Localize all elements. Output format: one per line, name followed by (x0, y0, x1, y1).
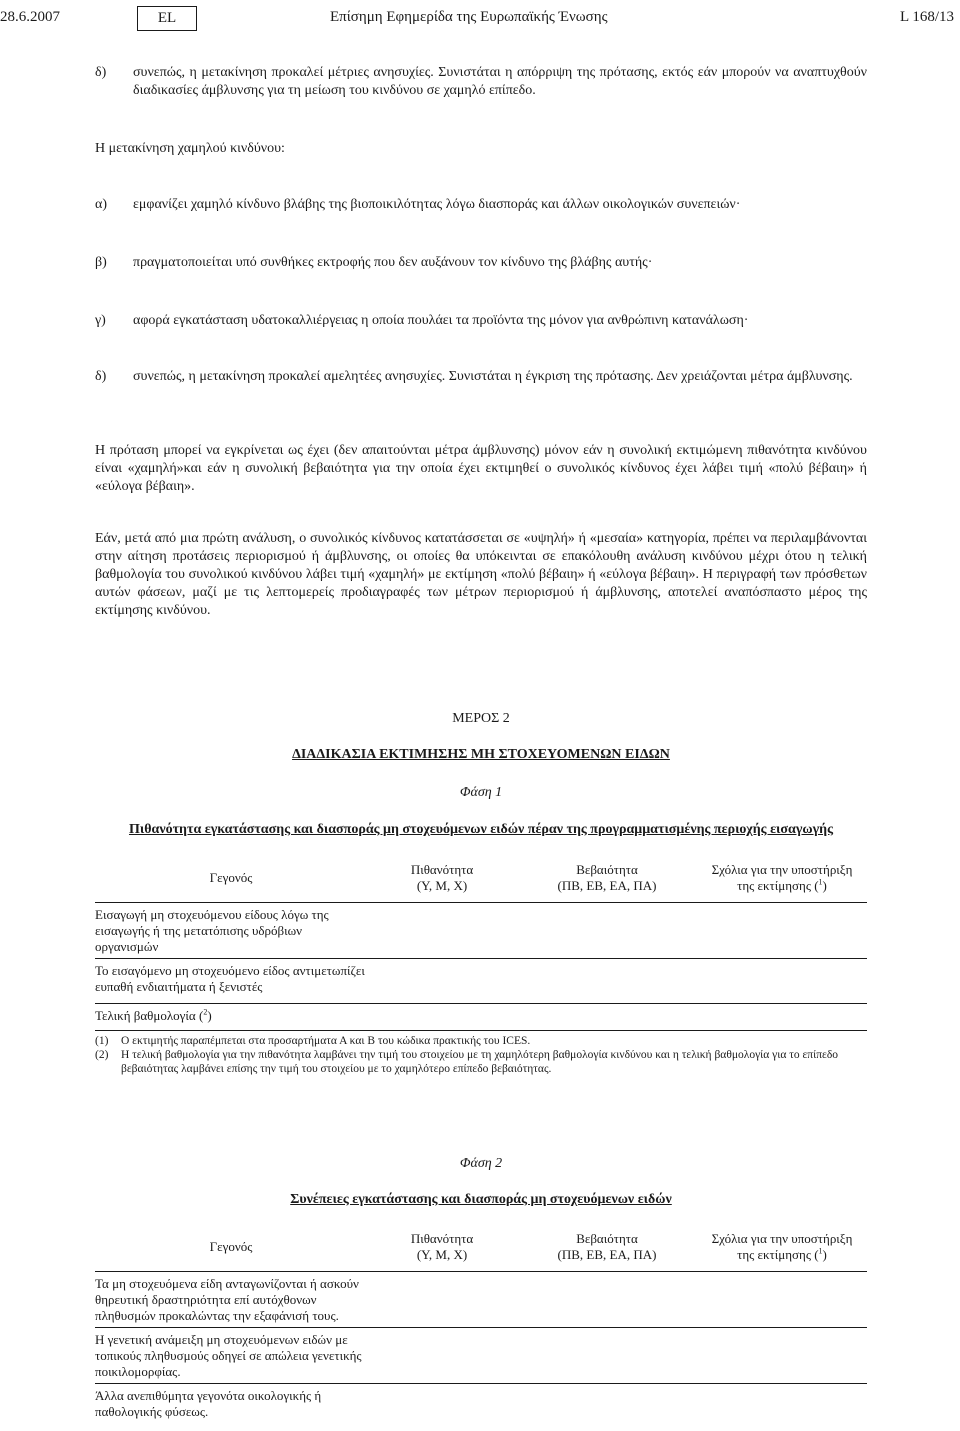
item-label: α) (95, 197, 107, 212)
paragraph: Η πρόταση μπορεί να εγκρίνεται ως έχει (δεν απαιτούνται μέτρα άμβλυνσης) μόνον εάν η συνολική εκτιμώμενη πιθανότητα κινδύνου είναι «χαμηλή»και εάν η συνολική βεβαιότητα για την οποία έχει εκτιμηθεί ο συνολικός κίνδυνος έχει λάβει τιμή «πολύ βέβαιη» ή «εύλογα βέβαιη». (95, 443, 867, 494)
table-row (95, 1272, 867, 1328)
event-cell: Η γενετική ανάμειξη μη στοχευόμενων ειδών με τοπικούς πληθυσμούς οδηγεί σε απώλεια γενετικής ποικιλομορφίας. (95, 1328, 367, 1384)
probability-cell (367, 1328, 517, 1384)
item-text: εμφανίζει χαμηλό κίνδυνο βλάβης της βιοποικιλότητας λόγω διασποράς και άλλων οικολογικών συνεπειών· (133, 197, 741, 212)
list-item (95, 196, 867, 214)
col-event: Γεγονός (95, 858, 367, 903)
comments-cell (697, 1384, 867, 1426)
part-subtitle: ΔΙΑΔΙΚΑΣΙΑ ΕΚΤΙΜΗΣΗΣ ΜΗ ΣΤΟΧΕΥΟΜΕΝΩΝ ΕΙΔΩΝ (292, 747, 670, 762)
item-text: συνεπώς, η μετακίνηση προκαλεί αμελητέες ανησυχίες. Συνιστάται η έγκριση της πρότασης. Δεν χρειάζονται μέτρα άμβλυνσης. (133, 369, 853, 384)
probability-cell (367, 1384, 517, 1426)
comments-cell (697, 1004, 867, 1031)
table-row (95, 1384, 867, 1426)
comments-cell (697, 959, 867, 1004)
table-header-row (95, 858, 867, 903)
event-cell: Τα μη στοχευόμενα είδη ανταγωνίζονται ή ασκούν θηρευτική δραστηριότητα επί αυτόχθονων πληθυσμών προκαλώντας την εξαφάνισή τους. (95, 1272, 367, 1328)
col-probability: Πιθανότητα (Υ, Μ, Χ) (367, 1227, 517, 1272)
table-row (95, 903, 867, 959)
final-score-label: Τελική βαθμολογία ($^2$) (95, 1004, 367, 1031)
certainty-cell (517, 1384, 697, 1426)
phase-1-heading: Πιθανότητα εγκατάστασης και διασποράς μη στοχευόμενων ειδών πέραν της προγραμματισμένης περιοχής εισαγωγής (128, 822, 834, 837)
table-header-row (95, 1227, 867, 1272)
footnote-number: (1) (95, 1035, 109, 1047)
comments-cell (697, 903, 867, 959)
certainty-cell (517, 1328, 697, 1384)
list-item (95, 254, 867, 272)
item-label: δ) (95, 65, 107, 80)
table-row (95, 959, 867, 1004)
item-label: β) (95, 255, 107, 270)
comments-cell (697, 1328, 867, 1384)
certainty-cell (517, 1004, 697, 1031)
footnote (95, 1048, 867, 1076)
final-score-row (95, 1004, 867, 1031)
item-text: συνεπώς, η μετακίνηση προκαλεί μέτριες ανησυχίες. Συνιστάται η απόρριψη της πρότασης, εκτός εάν μπορούν να αναπτυχθούν διαδικασίες άμβλυνσης για τη μείωση του κινδύνου σε χαμηλό επίπεδο. (133, 65, 867, 98)
col-event: Γεγονός (95, 1227, 367, 1272)
phase-2-heading: Συνέπειες εγκατάστασης και διασποράς μη στοχευόμενων ειδών (290, 1192, 672, 1207)
col-comments: Σχόλια για την υποστήριξη της εκτίμησης ($^1$) (697, 858, 867, 903)
phase-2-table (95, 1227, 867, 1426)
paragraph: Εάν, μετά από μια πρώτη ανάλυση, ο συνολικός κίνδυνος κατατάσσεται σε «υψηλή» ή «μεσαία» κατηγορία, πρέπει να περιλαμβάνονται στην αίτηση προτάσεις περιορισμού ή άμβλυνσης, οι οποίες θα υπόκεινται σε επακόλουθη ανάλυση κινδύνου μέχρι ότου η τελική βαθμολογία του συνολικού κινδύνου λάβει τιμή «χαμηλή» με εκτίμηση «πολύ βέβαιη» ή «εύλογα βέβαιη». Η περιγραφή των πρόσθετων αυτών φάσεων, μαζί με τις λεπτομερείς προδιαγραφές των μέτρων περιορισμού ή άμβλυνσης, αποτελεί αναπόσπαστο μέρος της εκτίμησης κινδύνου. (95, 531, 867, 618)
table-row (95, 1328, 867, 1384)
item-text: πραγματοποιείται υπό συνθήκες εκτροφής που δεν αυξάνουν τον κίνδυνο της βλάβης αυτής· (133, 255, 653, 270)
footnote (95, 1034, 867, 1048)
item-text: αφορά εγκατάσταση υδατοκαλλιέργειας η οποία πουλάει τα προϊόντα της μόνον για ανθρώπινη κατανάλωση· (133, 313, 749, 328)
probability-cell (367, 1004, 517, 1031)
part-title: ΜΕΡΟΣ 2 (452, 711, 510, 726)
list-item (95, 64, 867, 100)
certainty-cell (517, 1272, 697, 1328)
comments-cell (697, 1272, 867, 1328)
certainty-cell (517, 903, 697, 959)
certainty-cell (517, 959, 697, 1004)
col-certainty: Βεβαιότητα (ΠΒ, ΕΒ, ΕΑ, ΠΑ) (517, 1227, 697, 1272)
footnote-number: (2) (95, 1049, 109, 1061)
footnote-text: Ο εκτιμητής παραπέμπεται στα προσαρτήματα Α και Β του κώδικα πρακτικής του ICES. (121, 1035, 531, 1047)
page-reference: L 168/13 (899, 9, 954, 25)
journal-title: Επίσημη Εφημερίδα της Ευρωπαϊκής Ένωσης (330, 9, 608, 25)
probability-cell (367, 959, 517, 1004)
event-cell: Το εισαγόμενο μη στοχευόμενο είδος αντιμετωπίζει ευπαθή ενδιαιτήματα ή ξενιστές (95, 959, 367, 1004)
event-cell: Εισαγωγή μη στοχευόμενου είδους λόγω της εισαγωγής ή της μετατόπισης υδρόβιων οργανισμών (95, 903, 367, 959)
list-item (95, 368, 867, 386)
col-certainty: Βεβαιότητα (ΠΒ, ΕΒ, ΕΑ, ΠΑ) (517, 858, 697, 903)
item-label: γ) (95, 313, 106, 328)
probability-cell (367, 1272, 517, 1328)
item-label: δ) (95, 369, 107, 384)
phase-2-title: Φάση 2 (459, 1156, 503, 1171)
probability-cell (367, 903, 517, 959)
phase-1-table (95, 858, 867, 1031)
language-box: EL (137, 6, 197, 31)
event-cell: Άλλα ανεπιθύμητα γεγονότα οικολογικής ή παθολογικής φύσεως. (95, 1388, 322, 1419)
phase-1-title: Φάση 1 (459, 785, 503, 800)
section-heading: Η μετακίνηση χαμηλού κινδύνου: (95, 141, 285, 156)
page-header (0, 6, 960, 32)
col-comments: Σχόλια για την υποστήριξη της εκτίμησης ($^1$) (697, 1227, 867, 1272)
list-item (95, 312, 867, 330)
footnote-text: Η τελική βαθμολογία για την πιθανότητα λαμβάνει την τιμή του στοιχείου με τη χαμηλότερη βαθμολογία κινδύνου και η τελική βαθμολογία για το επίπεδο βεβαιότητας λαμβάνει επίσης την τιμή του στοιχείου με το χαμηλότερο επίπεδο βεβαιότητας. (121, 1049, 839, 1075)
publication-date: 28.6.2007 (0, 9, 60, 25)
col-probability: Πιθανότητα (Υ, Μ, Χ) (367, 858, 517, 903)
